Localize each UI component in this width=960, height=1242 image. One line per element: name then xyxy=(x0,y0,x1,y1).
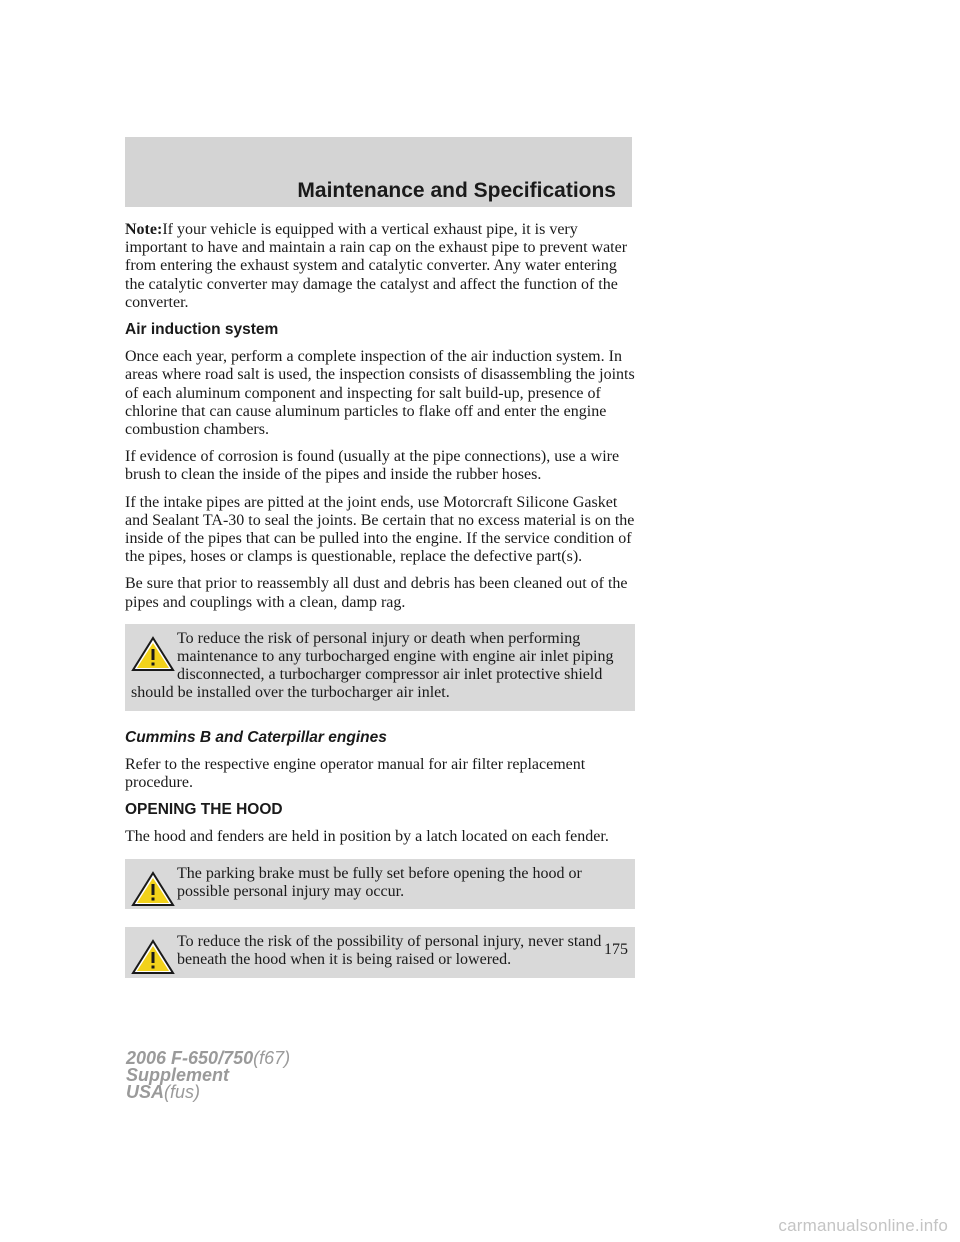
air-paragraph-4: Be sure that prior to reassembly all dust and debris has been cleaned out of the pipes and couplings with a clean, damp rag. xyxy=(125,575,628,611)
note-text: If your vehicle is equipped with a vertical exhaust pipe, it is very important to have and maintain a rain cap on the exhaust pipe to prevent water from entering the exhaust system and catalytic converter. Any water entering the catalytic converter may damage the catalyst and affect the function of the converter. xyxy=(125,221,628,311)
air-paragraph-1: Once each year, perform a complete inspection of the air induction system. In areas where road salt is used, the inspection consists of disassembling the joints of each aluminum component and inspecting for salt build-up, presence of chlorine that can cause aluminum particles to flake off and enter the engine combustion chambers. xyxy=(125,348,635,439)
opening-hood-heading: OPENING THE HOOD xyxy=(125,801,283,819)
warning-triangle-icon xyxy=(131,939,175,975)
air-induction-heading: Air induction system xyxy=(125,321,279,339)
air-paragraph-2: If evidence of corrosion is found (usually at the pipe connections), use a wire brush to clean the inside of the pipes and inside the rubber hoses. xyxy=(125,448,620,484)
page-number: 175 xyxy=(604,941,628,958)
footer-region-code: (fus) xyxy=(164,1082,201,1102)
site-watermark: carmanualsonline.info xyxy=(778,1216,948,1235)
warning-triangle-icon xyxy=(131,871,175,907)
footer-line-supplement: Supplement xyxy=(126,1065,230,1085)
warning-box-hood xyxy=(125,927,635,977)
note-paragraph xyxy=(125,221,635,312)
warning-text-parking-brake: The parking brake must be fully set before opening the hood or possible personal injury may occur. xyxy=(177,864,582,900)
warning-box-parking-brake xyxy=(125,859,635,909)
footer-model: 2006 F-650/750 xyxy=(126,1048,254,1068)
footer-model-code: (f67) xyxy=(253,1048,291,1068)
note-label: Note: xyxy=(125,221,163,238)
warning-box-turbocharger xyxy=(125,624,635,711)
cummins-heading: Cummins B and Caterpillar engines xyxy=(125,728,387,746)
section-header-band xyxy=(125,137,632,207)
footer-region: USA xyxy=(126,1082,165,1102)
page-content xyxy=(125,221,635,996)
hood-paragraph: The hood and fenders are held in position by a latch located on each fender. xyxy=(125,828,609,846)
cummins-paragraph: Refer to the respective engine operator manual for air filter replacement procedure. xyxy=(125,755,586,792)
document-footer xyxy=(126,1050,290,1101)
warning-triangle-icon xyxy=(131,636,175,672)
footer-line-region xyxy=(126,1084,290,1101)
air-paragraph-3: If the intake pipes are pitted at the joint ends, use Motorcraft Silicone Gasket and Sealant TA-30 to seal the joints. Be certain that no excess material is on the inside of the pipes that can be pulled into the engine. If the service condition of the pipes, hoses or clamps is questionable, replace the defective part(s). xyxy=(125,493,635,566)
warning-text-hood: To reduce the risk of the possibility of personal injury, never stand beneath the hood when it is being raised or lowered. xyxy=(177,933,602,969)
warning-text-turbocharger: To reduce the risk of personal injury or death when performing maintenance to any turbocharged engine with engine air inlet piping disconnected, a turbocharger compressor air inlet protective shield should be installed over the turbocharger air inlet. xyxy=(131,629,614,702)
section-title: Maintenance and Specifications xyxy=(297,179,616,202)
